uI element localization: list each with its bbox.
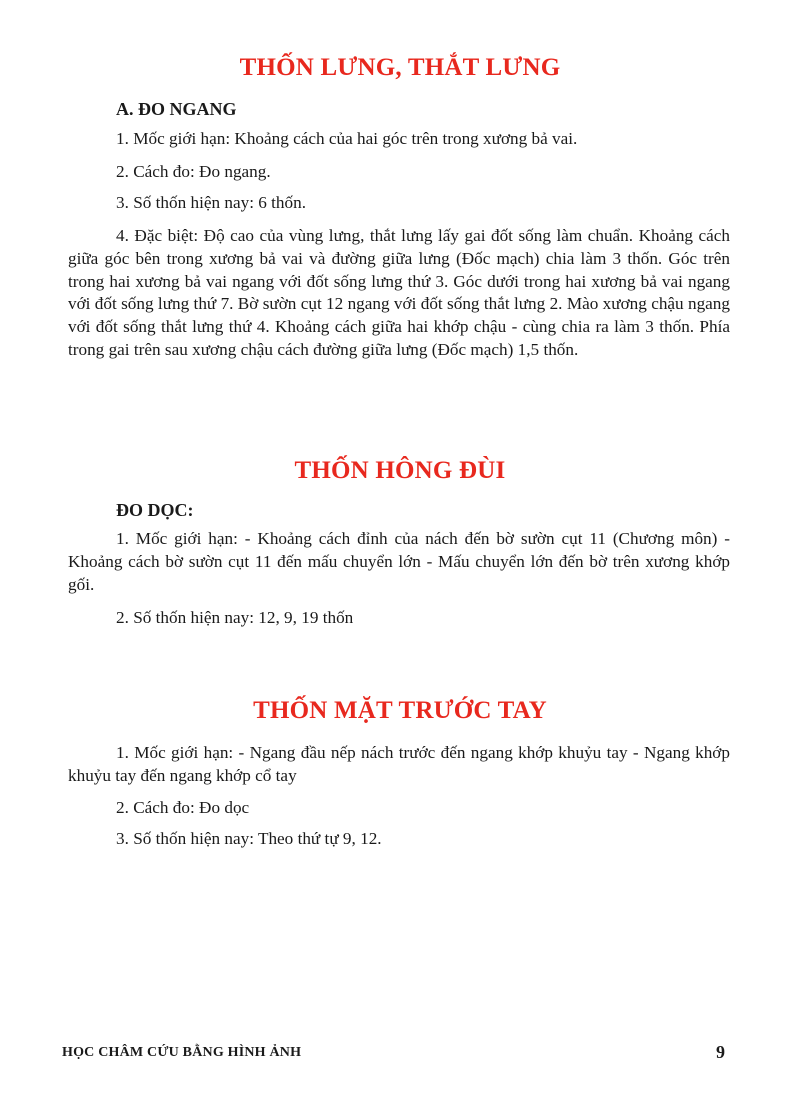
subheading-do-doc: ĐO DỌC:	[116, 500, 194, 520]
paragraph: 1. Mốc giới hạn: - Khoảng cách đỉnh của nách đến bờ sườn cụt 11 (Chương môn) - Khoảng cách bờ sườn cụt 11 đến mấu chuyển lớn - Mấu chuyển lớn đến bờ trên xương khớp gối.	[68, 529, 730, 594]
section-title-mat-truoc-tay: THỐN MẶT TRƯỚC TAY	[253, 697, 547, 724]
paragraph: 2. Số thốn hiện nay: 12, 9, 19 thốn	[116, 608, 354, 627]
paragraph: 2. Cách đo: Đo ngang.	[116, 162, 271, 181]
footer-book-title: HỌC CHÂM CỨU BẰNG HÌNH ẢNH	[62, 1045, 302, 1060]
section-title-hong-dui: THỐN HÔNG ĐÙI	[294, 457, 506, 484]
paragraph: 4. Đặc biệt: Độ cao của vùng lưng, thắt lưng lấy gai đốt sống làm chuẩn. Khoảng cách giữa góc bên trong xương bả vai và đường giữa lưng (Đốc mạch) chia làm 3 thốn. Góc trên trong hai xương bả vai ngang với đốt sống lưng thứ 3. Góc dưới trong hai xương bả vai ngang với đốt sống lưng thứ 7. Bờ sườn cụt 12 ngang với đốt sống thắt lưng 2. Mào xương chậu ngang với đốt sống thắt lưng thứ 4. Khoảng cách giữa hai khớp chậu - cùng chia ra làm 3 thốn. Phía trong gai trên sau xương chậu cách đường giữa lưng (Đốc mạch) 1,5 thốn.	[68, 226, 730, 359]
paragraph: 3. Số thốn hiện nay: 6 thốn.	[116, 193, 307, 212]
section-title-than-lung: THỐN LƯNG, THẮT LƯNG	[239, 54, 561, 81]
paragraph: 3. Số thốn hiện nay: Theo thứ tự 9, 12.	[116, 829, 382, 848]
subheading-do-ngang: A. ĐO NGANG	[116, 99, 237, 119]
paragraph: 1. Mốc giới hạn: Khoảng cách của hai góc trên trong xương bả vai.	[116, 129, 578, 148]
page-number: 9	[716, 1042, 725, 1062]
paragraph: 2. Cách đo: Đo dọc	[116, 798, 250, 817]
paragraph: 1. Mốc giới hạn: - Ngang đầu nếp nách trước đến ngang khớp khuỷu tay - Ngang khớp khuỷu tay đến ngang khớp cổ tay	[68, 743, 730, 785]
